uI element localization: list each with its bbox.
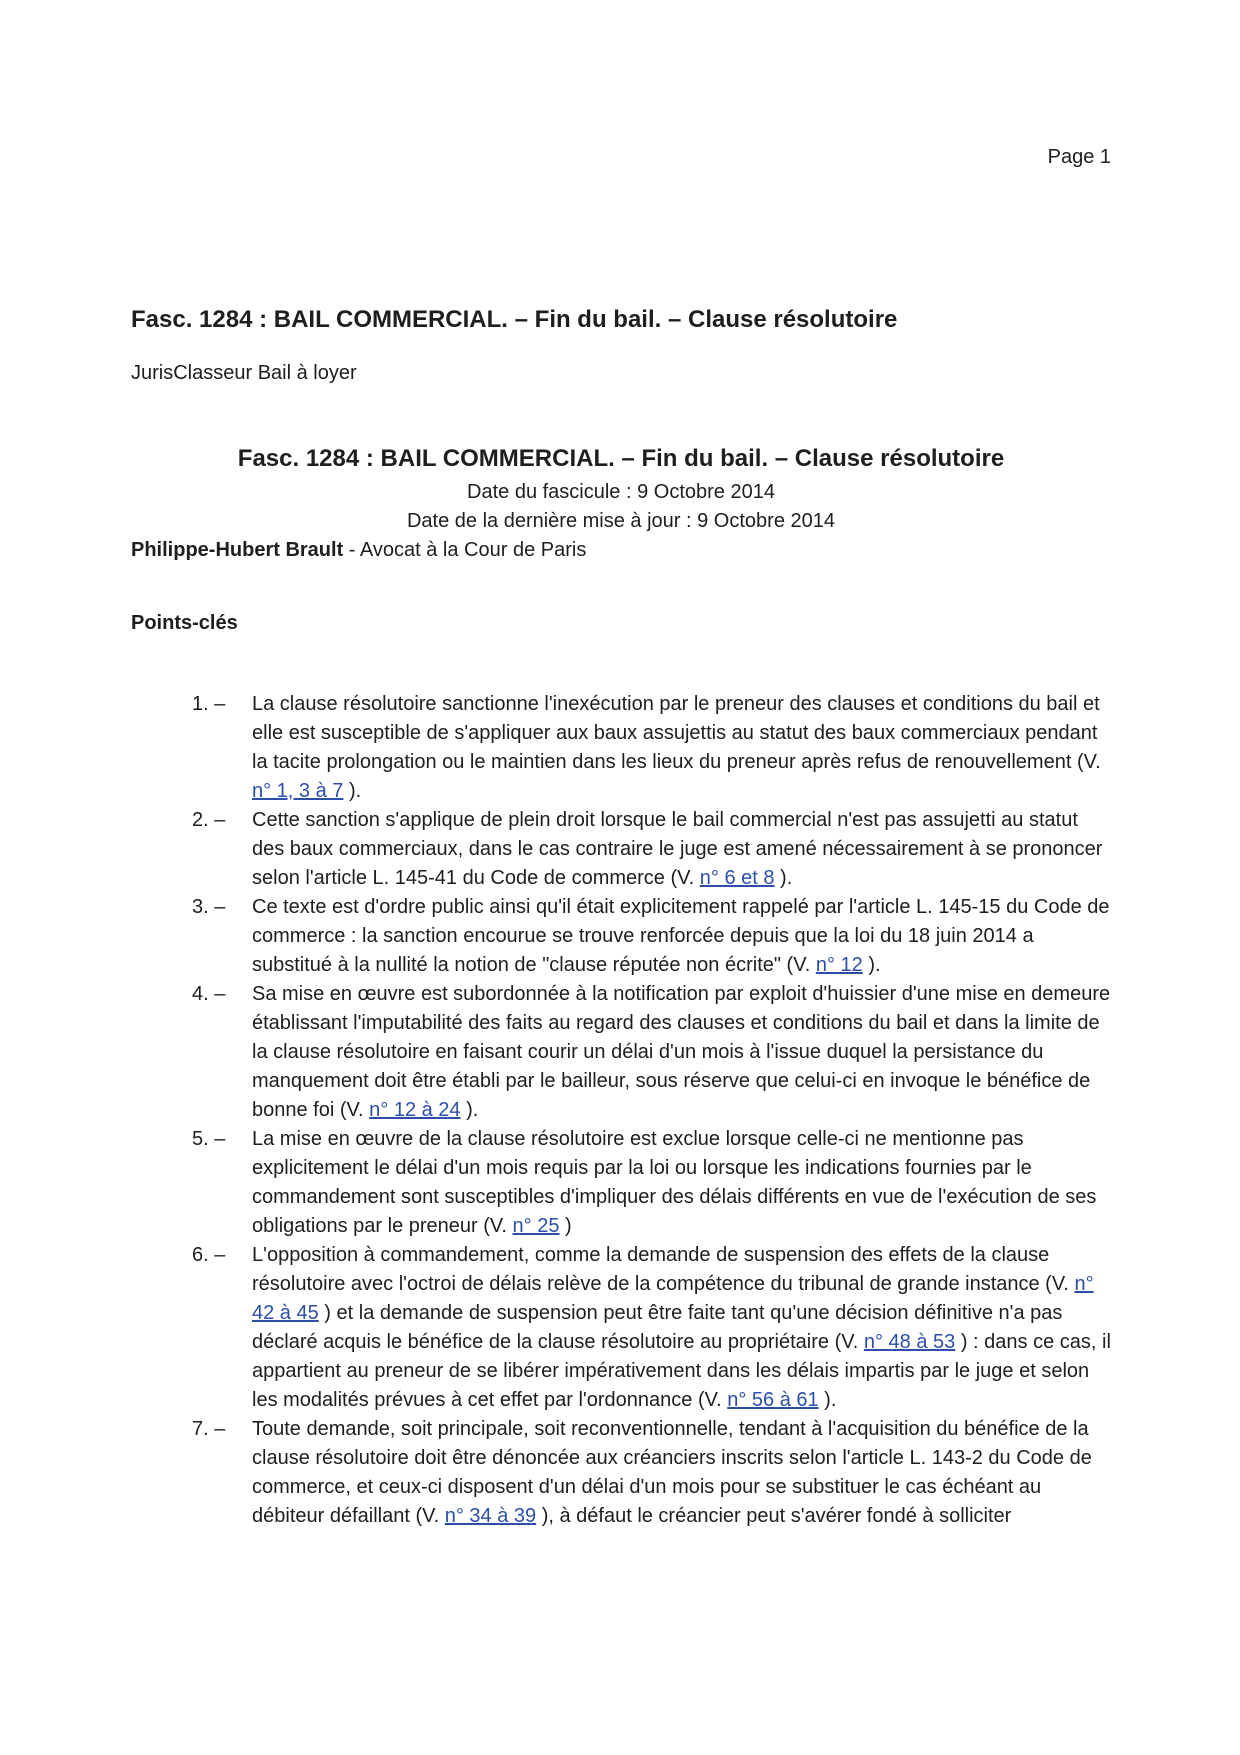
paragraph-reference-link[interactable]: n° 12 à 24 (369, 1099, 461, 1121)
paragraph-reference-link[interactable]: n° 56 à 61 (727, 1389, 819, 1411)
list-item (131, 1415, 1111, 1531)
point-number: 2. – (192, 809, 226, 831)
list-item (131, 893, 1111, 980)
list-item (131, 690, 1111, 806)
main-title-block (131, 444, 1111, 565)
point-number: 6. – (192, 1244, 226, 1266)
point-number: 4. – (192, 983, 226, 1005)
point-number: 1. – (192, 693, 226, 715)
date-last-update: Date de la dernière mise à jour : 9 Octobre 2014 (406, 510, 836, 532)
paragraph-reference-link[interactable]: n° 6 et 8 (699, 867, 775, 889)
point-number: 3. – (192, 896, 226, 918)
point-text: Cette sanction s'applique de plein droit lorsque le bail commercial n'est pas assujetti au statut des baux commerciaux, dans le cas contraire le juge est amené nécessairement à se prononcer selon l'article L. 145-41 du Code de commerce (V. n° 6 et 8 ). (252, 809, 1103, 889)
list-item (131, 806, 1111, 893)
points-list (131, 690, 1111, 1531)
page-number: Page 1 (1047, 146, 1111, 168)
main-title: Fasc. 1284 : BAIL COMMERCIAL. – Fin du bail. – Clause résolutoire (237, 445, 1005, 472)
list-item (131, 1125, 1111, 1241)
date-fascicule: Date du fascicule : 9 Octobre 2014 (467, 481, 775, 503)
paragraph-reference-link[interactable]: n° 48 à 53 (863, 1331, 956, 1353)
document-header-title: Fasc. 1284 : BAIL COMMERCIAL. – Fin du bail. – Clause résolutoire (131, 306, 898, 333)
point-text: La clause résolutoire sanctionne l'inexécution par le preneur des clauses et conditions du bail et elle est susceptible de s'appliquer aux baux assujettis au statut des baux commerciaux pendant la tacite prolongation ou le maintien dans les lieux du preneur après refus de renouvellement (V. n° 1, 3 à 7 ). (252, 693, 1101, 802)
paragraph-reference-link[interactable]: n° 25 (512, 1215, 560, 1237)
paragraph-reference-link[interactable]: n° 1, 3 à 7 (252, 780, 344, 802)
author-name: Philippe-Hubert Brault (131, 539, 344, 561)
point-text: La mise en œuvre de la clause résolutoire est exclue lorsque celle-ci ne mentionne pas explicitement le délai d'un mois requis par la loi ou lorsque les indications fournies par le commandement sont susceptibles d'impliquer des délais différents en vue de l'exécution de ses obligations par le preneur (V. n° 25 ) (252, 1128, 1097, 1237)
point-text: Ce texte est d'ordre public ainsi qu'il était explicitement rappelé par l'article L. 145-15 du Code de commerce : la sanction encourue se trouve renforcée depuis que la loi du 18 juin 2014 a substitué à la nullité la notion de "clause réputée non écrite" (V. n° 12 ). (252, 896, 1110, 976)
author-line (131, 536, 1111, 565)
point-text: Toute demande, soit principale, soit reconventionnelle, tendant à l'acquisition du bénéfice de la clause résolutoire doit être dénoncée aux créanciers inscrits selon l'article L. 143-2 du Code de commerce, et ceux-ci disposent d'un délai d'un mois pour se substituer le cas échéant au débiteur défaillant (V. n° 34 à 39 ), à défaut le créancier peut s'avérer fondé à solliciter (252, 1418, 1092, 1527)
list-item (131, 980, 1111, 1125)
point-text: Sa mise en œuvre est subordonnée à la notification par exploit d'huissier d'une mise en demeure établissant l'imputabilité des faits au regard des clauses et conditions du bail et dans la limite de la clause résolutoire en faisant courir un délai d'un mois à l'issue duquel la persistance du manquement doit être établi par le bailleur, sous réserve que celui-ci en invoque le bénéfice de bonne foi (V. n° 12 à 24 ). (252, 983, 1111, 1121)
point-number: 7. – (192, 1418, 226, 1440)
publication-name: JurisClasseur Bail à loyer (131, 362, 357, 384)
paragraph-reference-link[interactable]: n° 34 à 39 (444, 1505, 537, 1527)
point-text: L'opposition à commandement, comme la demande de suspension des effets de la clause résolutoire avec l'octroi de délais relève de la compétence du tribunal de grande instance (V. n° 42 à 45 ) et la demande de suspension peut être faite tant qu'une décision définitive n'a pas déclaré acquis le bénéfice de la clause résolutoire au propriétaire (V. n° 48 à 53 ) : dans ce cas, il appartient au preneur de se libérer impérativement dans les délais impartis par le juge et selon les modalités prévues à cet effet par l'ordonnance (V. n° 56 à 61 ). (252, 1244, 1111, 1411)
list-item (131, 1241, 1111, 1415)
author-role: - Avocat à la Cour de Paris (343, 539, 587, 561)
paragraph-reference-link[interactable]: n° 42 à 45 (252, 1273, 1094, 1324)
point-number: 5. – (192, 1128, 226, 1150)
points-heading: Points-clés (131, 612, 238, 634)
paragraph-reference-link[interactable]: n° 12 (815, 954, 863, 976)
